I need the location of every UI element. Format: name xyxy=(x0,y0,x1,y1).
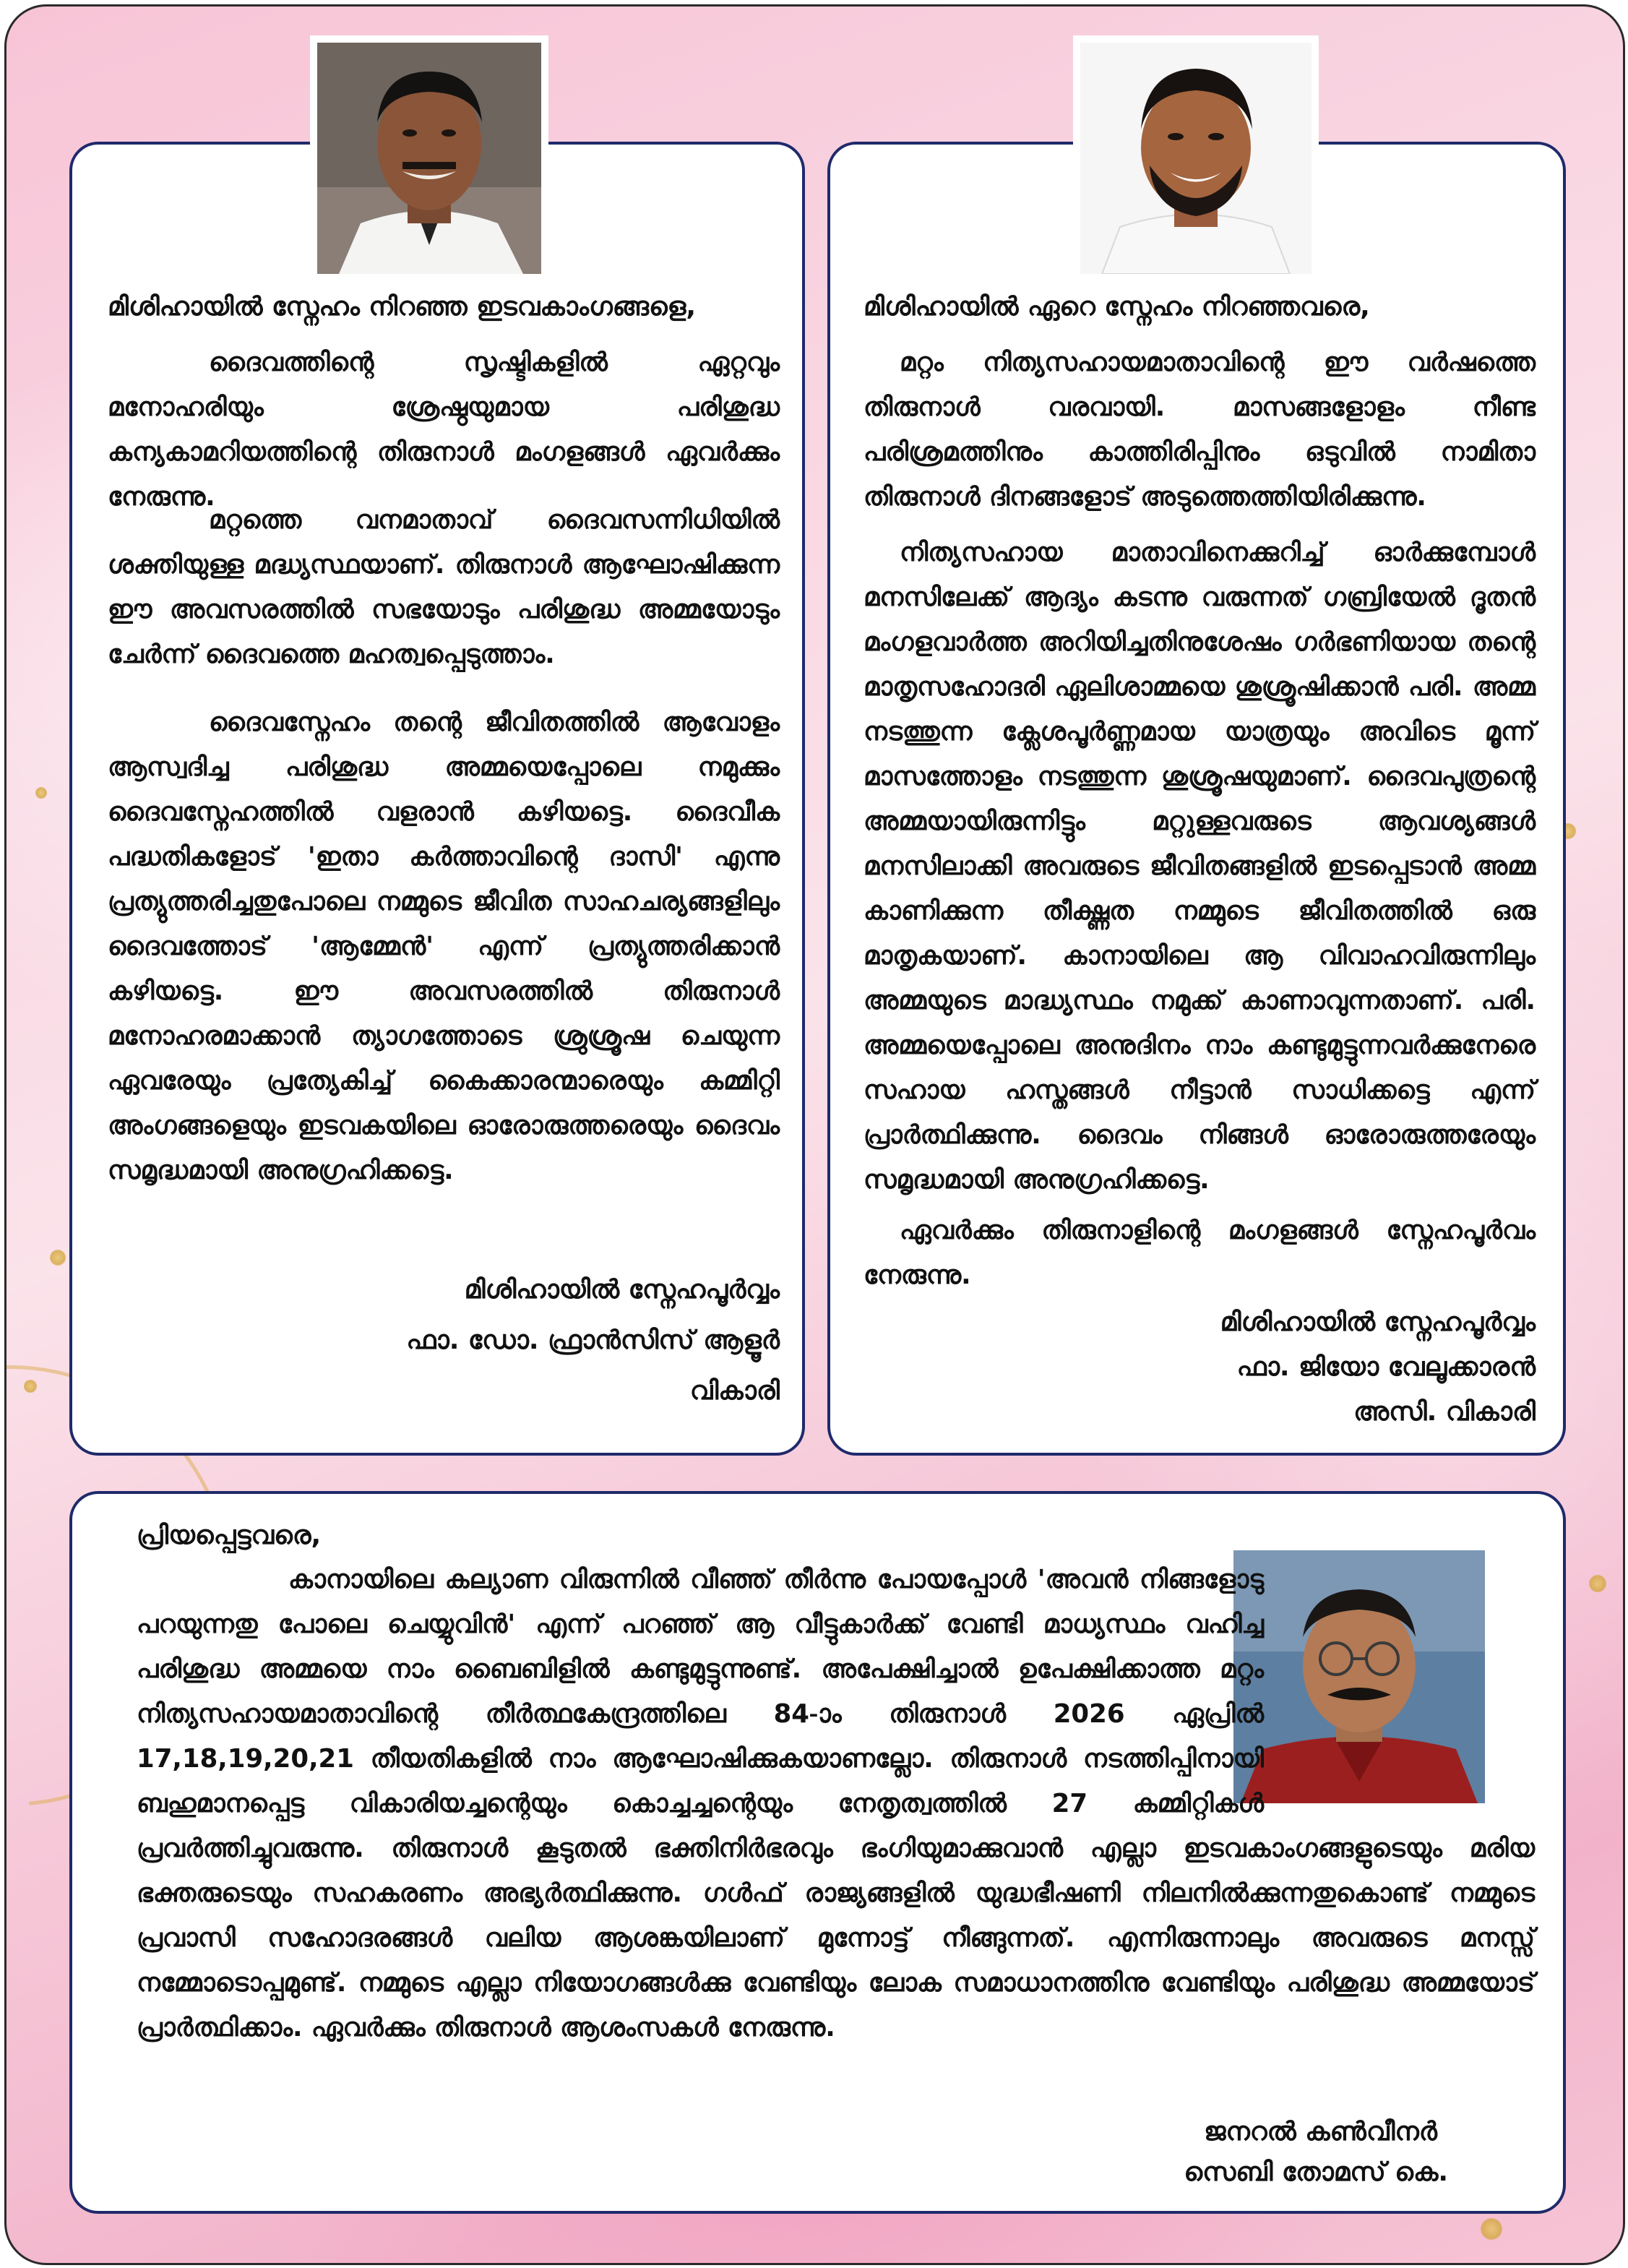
asst-vicar-paragraph-2: നിത്യസഹായ മാതാവിനെക്കുറിച്ച് ഓർക്കുമ്പോൾ മനസിലേക്ക് ആദ്യം കടന്നു വരുന്നത് ഗബ്രിയേൽ ദൂതൻ മംഗളവാർത്ത അറിയിച്ചതിനുശേഷം ഗർഭണിയായ തന്റെ മാതൃസഹോദരി ഏലിശാമ്മയെ ശുശ്രൂഷിക്കാൻ പരി. അമ്മ നടത്തുന്ന ക്ലേശപൂർണ്ണമായ യാത്രയും അവിടെ മൂന്ന് മാസത്തോളം നടത്തുന്ന ശുശ്രൂഷയുമാണ്. ദൈവപുത്രന്റെ അമ്മയായിരുന്നിട്ടും മറ്റുള്ളവരുടെ ആവശ്യങ്ങൾ മനസിലാക്കി അവരുടെ ജീവിതങ്ങളിൽ ഇടപ്പെടാൻ അമ്മ കാണിക്കുന്ന തീക്ഷ്ണത നമ്മുടെ ജീവിതത്തിൽ ഒരു മാതൃകയാണ്. കാനായിലെ ആ വിവാഹവിരുന്നിലും അമ്മയുടെ മാദ്ധ്യസ്ഥം നമുക്ക് കാണാവുന്നതാണ്. പരി. അമ്മയെപ്പോലെ അനുദിനം നാം കണ്ടുമുട്ടുന്നവർക്കുനേരെ സഹായ ഹസ്തങ്ങൾ നീട്ടാൻ സാധിക്കട്ടെ എന്ന് പ്രാർത്ഥിക്കുന്നു. ദൈവം നിങ്ങൾ ഓരോരുത്തരേയും സമൃദ്ധമായി അനുഗ്രഹിക്കട്ടെ. xyxy=(863,538,1536,1195)
asst-vicar-name: ഫാ. ജിയോ വേലൂക്കാരൻ xyxy=(1236,1352,1536,1382)
convener-greeting: പ്രിയപ്പെട്ടവരെ, xyxy=(137,1521,322,1550)
page-background xyxy=(4,4,1625,2265)
vicar-photo xyxy=(317,43,541,274)
convener-name: സെബി തോമസ് കെ. xyxy=(1184,2157,1448,2187)
vicar-paragraph-3: ദൈവസ്നേഹം തന്റെ ജീവിതത്തിൽ ആവോളം ആസ്വദിച്ച പരിശുദ്ധ അമ്മയെപ്പോലെ നമുക്കും ദൈവസ്നേഹത്തിൽ വളരാൻ കഴിയട്ടെ. ദൈവീക പദ്ധതികളോട് 'ഇതാ കർത്താവിന്റെ ദാസി' എന്നു പ്രത്യുത്തരിച്ചതുപോലെ നമ്മുടെ ജീവിത സാഹചര്യങ്ങളിലും ദൈവത്തോട് 'ആമ്മേൻ' എന്ന് പ്രത്യുത്തരിക്കാൻ കഴിയട്ടെ. ഈ അവസരത്തിൽ തിരുനാൾ മനോഹരമാക്കാൻ ത്യാഗത്തോടെ ശ്രുശ്രൂഷ ചെയുന്ന ഏവരേയും പ്രത്യേകിച്ച് കൈക്കാരന്മാരെയും കമ്മിറ്റി അംഗങ്ങളെയും ഇടവകയിലെ ഓരോരുത്തരെയും ദൈവം സമൃദ്ധമായി അനുഗ്രഹിക്കട്ടെ. xyxy=(108,708,780,1185)
gold-fleck xyxy=(1589,1575,1606,1592)
asst-vicar-closing: മിശിഹായിൽ സ്നേഹപൂർവ്വം xyxy=(1220,1307,1536,1337)
convener-title: ജനറൽ കൺവീനർ xyxy=(1204,2117,1437,2147)
gold-fleck xyxy=(50,1250,66,1266)
vicar-greeting: മിശിഹായിൽ സ്നേഹം നിറഞ്ഞ ഇടവകാംഗങ്ങളെ, xyxy=(108,292,697,322)
asst-vicar-paragraph-1: മറ്റം നിത്യസഹായമാതാവിന്റെ ഈ വർഷത്തെ തിരുനാൾ വരവായി. മാസങ്ങളോളം നീണ്ട പരിശ്രമത്തിനും കാത്തിരിപ്പിനും ഒടുവിൽ നാമിതാ തിരുനാൾ ദിനങ്ങളോട് അടുത്തെത്തിയിരിക്കുന്നു. xyxy=(863,348,1536,512)
convener-photo-spacer xyxy=(1278,1558,1535,1810)
convener-paragraph-container xyxy=(137,1558,1535,2078)
vicar-name: ഫാ. ഡോ. ഫ്രാൻസിസ് ആളൂർ xyxy=(406,1326,780,1355)
vicar-closing: മിശിഹായിൽ സ്നേഹപൂർവ്വം xyxy=(464,1275,780,1305)
gold-fleck xyxy=(35,787,47,799)
vicar-title: വികാരി xyxy=(689,1376,780,1406)
gold-fleck xyxy=(1481,2218,1502,2240)
convener-paragraph: കാനായിലെ കല്യാണ വിരുന്നിൽ വീഞ്ഞ് തീർന്നു പോയപ്പോൾ 'അവൻ നിങ്ങളോടു പറയുന്നതു പോലെ ചെയ്യുവിൻ' എന്ന് പറഞ്ഞ് ആ വീട്ടുകാർക്ക് വേണ്ടി മാധ്യസ്ഥം വഹിച്ച പരിശുദ്ധ അമ്മയെ നാം ബൈബിളിൽ കണ്ടുമുട്ടുന്നുണ്ട്. അപേക്ഷിച്ചാൽ ഉപേക്ഷിക്കാത്ത മറ്റം നിത്യസഹായമാതാവിന്റെ തീർത്ഥകേന്ദ്രത്തിലെ 84-ാം തിരുനാൾ 2026 ഏപ്രിൽ 17,18,19,20,21 തീയതികളിൽ നാം ആഘോഷിക്കുകയാണല്ലോ. തിരുനാൾ നടത്തിപ്പിനായി ബഹുമാനപ്പെട്ട വികാരിയച്ചന്റെയും കൊച്ചച്ചന്റെയും നേതൃത്വത്തിൽ 27 കമ്മിറ്റികൾ പ്രവർത്തിച്ചുവരുന്നു. തിരുനാൾ കൂടുതൽ ഭക്തിനിർഭരവും ഭംഗിയുമാക്കുവാൻ എല്ലാ ഇടവകാംഗങ്ങളുടെയും മരിയ ഭക്തരുടെയും സഹകരണം അഭ്യർത്ഥിക്കുന്നു. ഗൾഫ് രാജ്യങ്ങളിൽ യുദ്ധഭീഷണി നിലനിൽക്കുന്നതുകൊണ്ട് നമ്മുടെ പ്രവാസി സഹോദരങ്ങൾ വലിയ ആശങ്കയിലാണ് മുന്നോട്ട് നീങ്ങുന്നത്. എന്നിരുന്നാലും അവരുടെ മനസ്സ് നമ്മോടൊപ്പമുണ്ട്. നമ്മുടെ എല്ലാ നിയോഗങ്ങൾക്കു വേണ്ടിയും ലോക സമാധാനത്തിനു വേണ്ടിയും പരിശുദ്ധ അമ്മയോട് പ്രാർത്ഥിക്കാം. ഏവർക്കും തിരുനാൾ ആശംസകൾ നേരുന്നു. xyxy=(137,1565,1535,2043)
asst-vicar-title: അസി. വികാരി xyxy=(1353,1397,1536,1427)
asst-vicar-photo-frame xyxy=(1073,35,1319,281)
vicar-paragraph-2: മറ്റത്തെ വനമാതാവ് ദൈവസന്നിധിയിൽ ശക്തിയുള്ള മദ്ധ്യസ്ഥയാണ്. തിരുനാൾ ആഘോഷിക്കുന്ന ഈ അവസരത്തിൽ സഭയോടും പരിശുദ്ധ അമ്മയോടും ചേർന്ന് ദൈവത്തെ മഹത്വപ്പെടുത്താം. xyxy=(108,505,780,669)
vicar-paragraph-1: ദൈവത്തിന്റെ സൃഷ്ടികളിൽ ഏറ്റവും മനോഹരിയും ശ്രേഷ്ഠയുമായ പരിശുദ്ധ കന്യകാമറിയത്തിന്റെ തിരുനാൾ മംഗളങ്ങൾ ഏവർക്കും നേരുന്നു. xyxy=(108,348,780,512)
vicar-portrait-image xyxy=(317,43,541,274)
asst-vicar-greeting: മിശിഹായിൽ ഏറെ സ്നേഹം നിറഞ്ഞവരെ, xyxy=(863,292,1370,322)
asst-vicar-photo xyxy=(1080,43,1312,274)
asst-vicar-paragraph-3: ഏവർക്കും തിരുനാളിന്റെ മംഗളങ്ങൾ സ്നേഹപൂർവം നേരുന്നു. xyxy=(863,1216,1536,1290)
vicar-photo-frame xyxy=(310,35,548,281)
asst-vicar-portrait-image xyxy=(1080,43,1312,274)
